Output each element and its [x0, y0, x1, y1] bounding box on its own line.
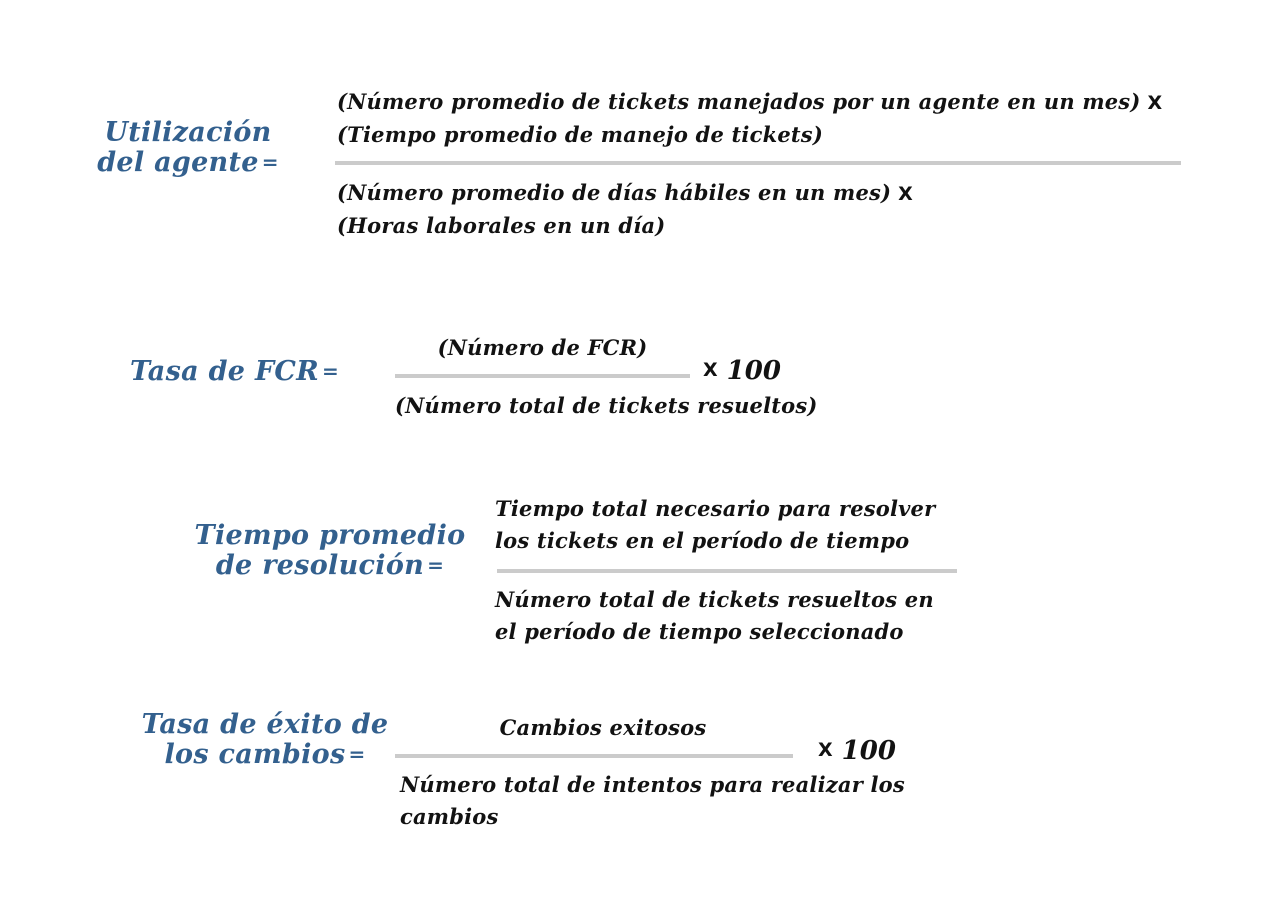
denominator: [400, 769, 905, 833]
denominator: [495, 584, 934, 648]
times-value: 100: [726, 356, 781, 386]
equals-sign: =: [321, 359, 340, 383]
fraction-bar: [335, 161, 1181, 165]
formula-label: [130, 357, 339, 388]
formula-label-line: Tasa de FCR =: [130, 356, 340, 387]
denominator: [395, 390, 818, 422]
denominator: [337, 177, 913, 242]
fraction-bar: [395, 374, 690, 378]
formula-label-line: Utilización: [104, 117, 272, 148]
numerator: [395, 332, 690, 364]
fraction-bar: [497, 569, 957, 573]
denominator-line: cambios: [400, 804, 499, 829]
formula-label: [58, 118, 318, 179]
formula-label-line: Tiempo promedio: [194, 520, 466, 551]
numerator-line: (Número promedio de tickets manejados por un agente en un mes) X: [337, 89, 1163, 114]
times-100: [818, 736, 896, 766]
denominator-line: Número total de tickets resueltos en: [495, 587, 934, 612]
multiply-sign: X: [1147, 92, 1163, 114]
formula-label: [185, 521, 475, 582]
numerator: [495, 493, 935, 557]
denominator-line: (Horas laborales en un día): [337, 213, 666, 238]
equals-sign: =: [348, 742, 366, 766]
numerator-line: (Número de FCR): [437, 335, 648, 360]
denominator-line: el período de tiempo seleccionado: [495, 619, 904, 644]
times-100: [703, 356, 781, 386]
denominator-line: (Número total de tickets resueltos): [395, 393, 818, 418]
times-value: 100: [841, 736, 896, 766]
numerator-line: (Tiempo promedio de manejo de tickets): [337, 122, 823, 147]
multiply-sign: X: [818, 739, 833, 761]
numerator-line: los tickets en el período de tiempo: [495, 528, 910, 553]
formula-label-line: Tasa de éxito de: [141, 709, 389, 740]
numerator-line: Cambios exitosos: [499, 715, 707, 740]
denominator-line: Número total de intentos para realizar los: [400, 772, 905, 797]
multiply-sign: X: [898, 183, 914, 205]
fraction-bar: [395, 754, 793, 758]
denominator-line: (Número promedio de días hábiles en un mes) X: [337, 180, 914, 205]
formula-label-line: los cambios =: [164, 739, 366, 770]
formula-label-line: del agente =: [97, 147, 279, 178]
formula-label-line: de resolución =: [215, 550, 445, 581]
equals-sign: =: [427, 553, 445, 577]
formula-label: [133, 710, 397, 771]
numerator: [337, 86, 1162, 151]
equals-sign: =: [261, 150, 279, 174]
numerator: [404, 712, 802, 744]
numerator-line: Tiempo total necesario para resolver: [495, 496, 936, 521]
multiply-sign: X: [703, 359, 718, 381]
